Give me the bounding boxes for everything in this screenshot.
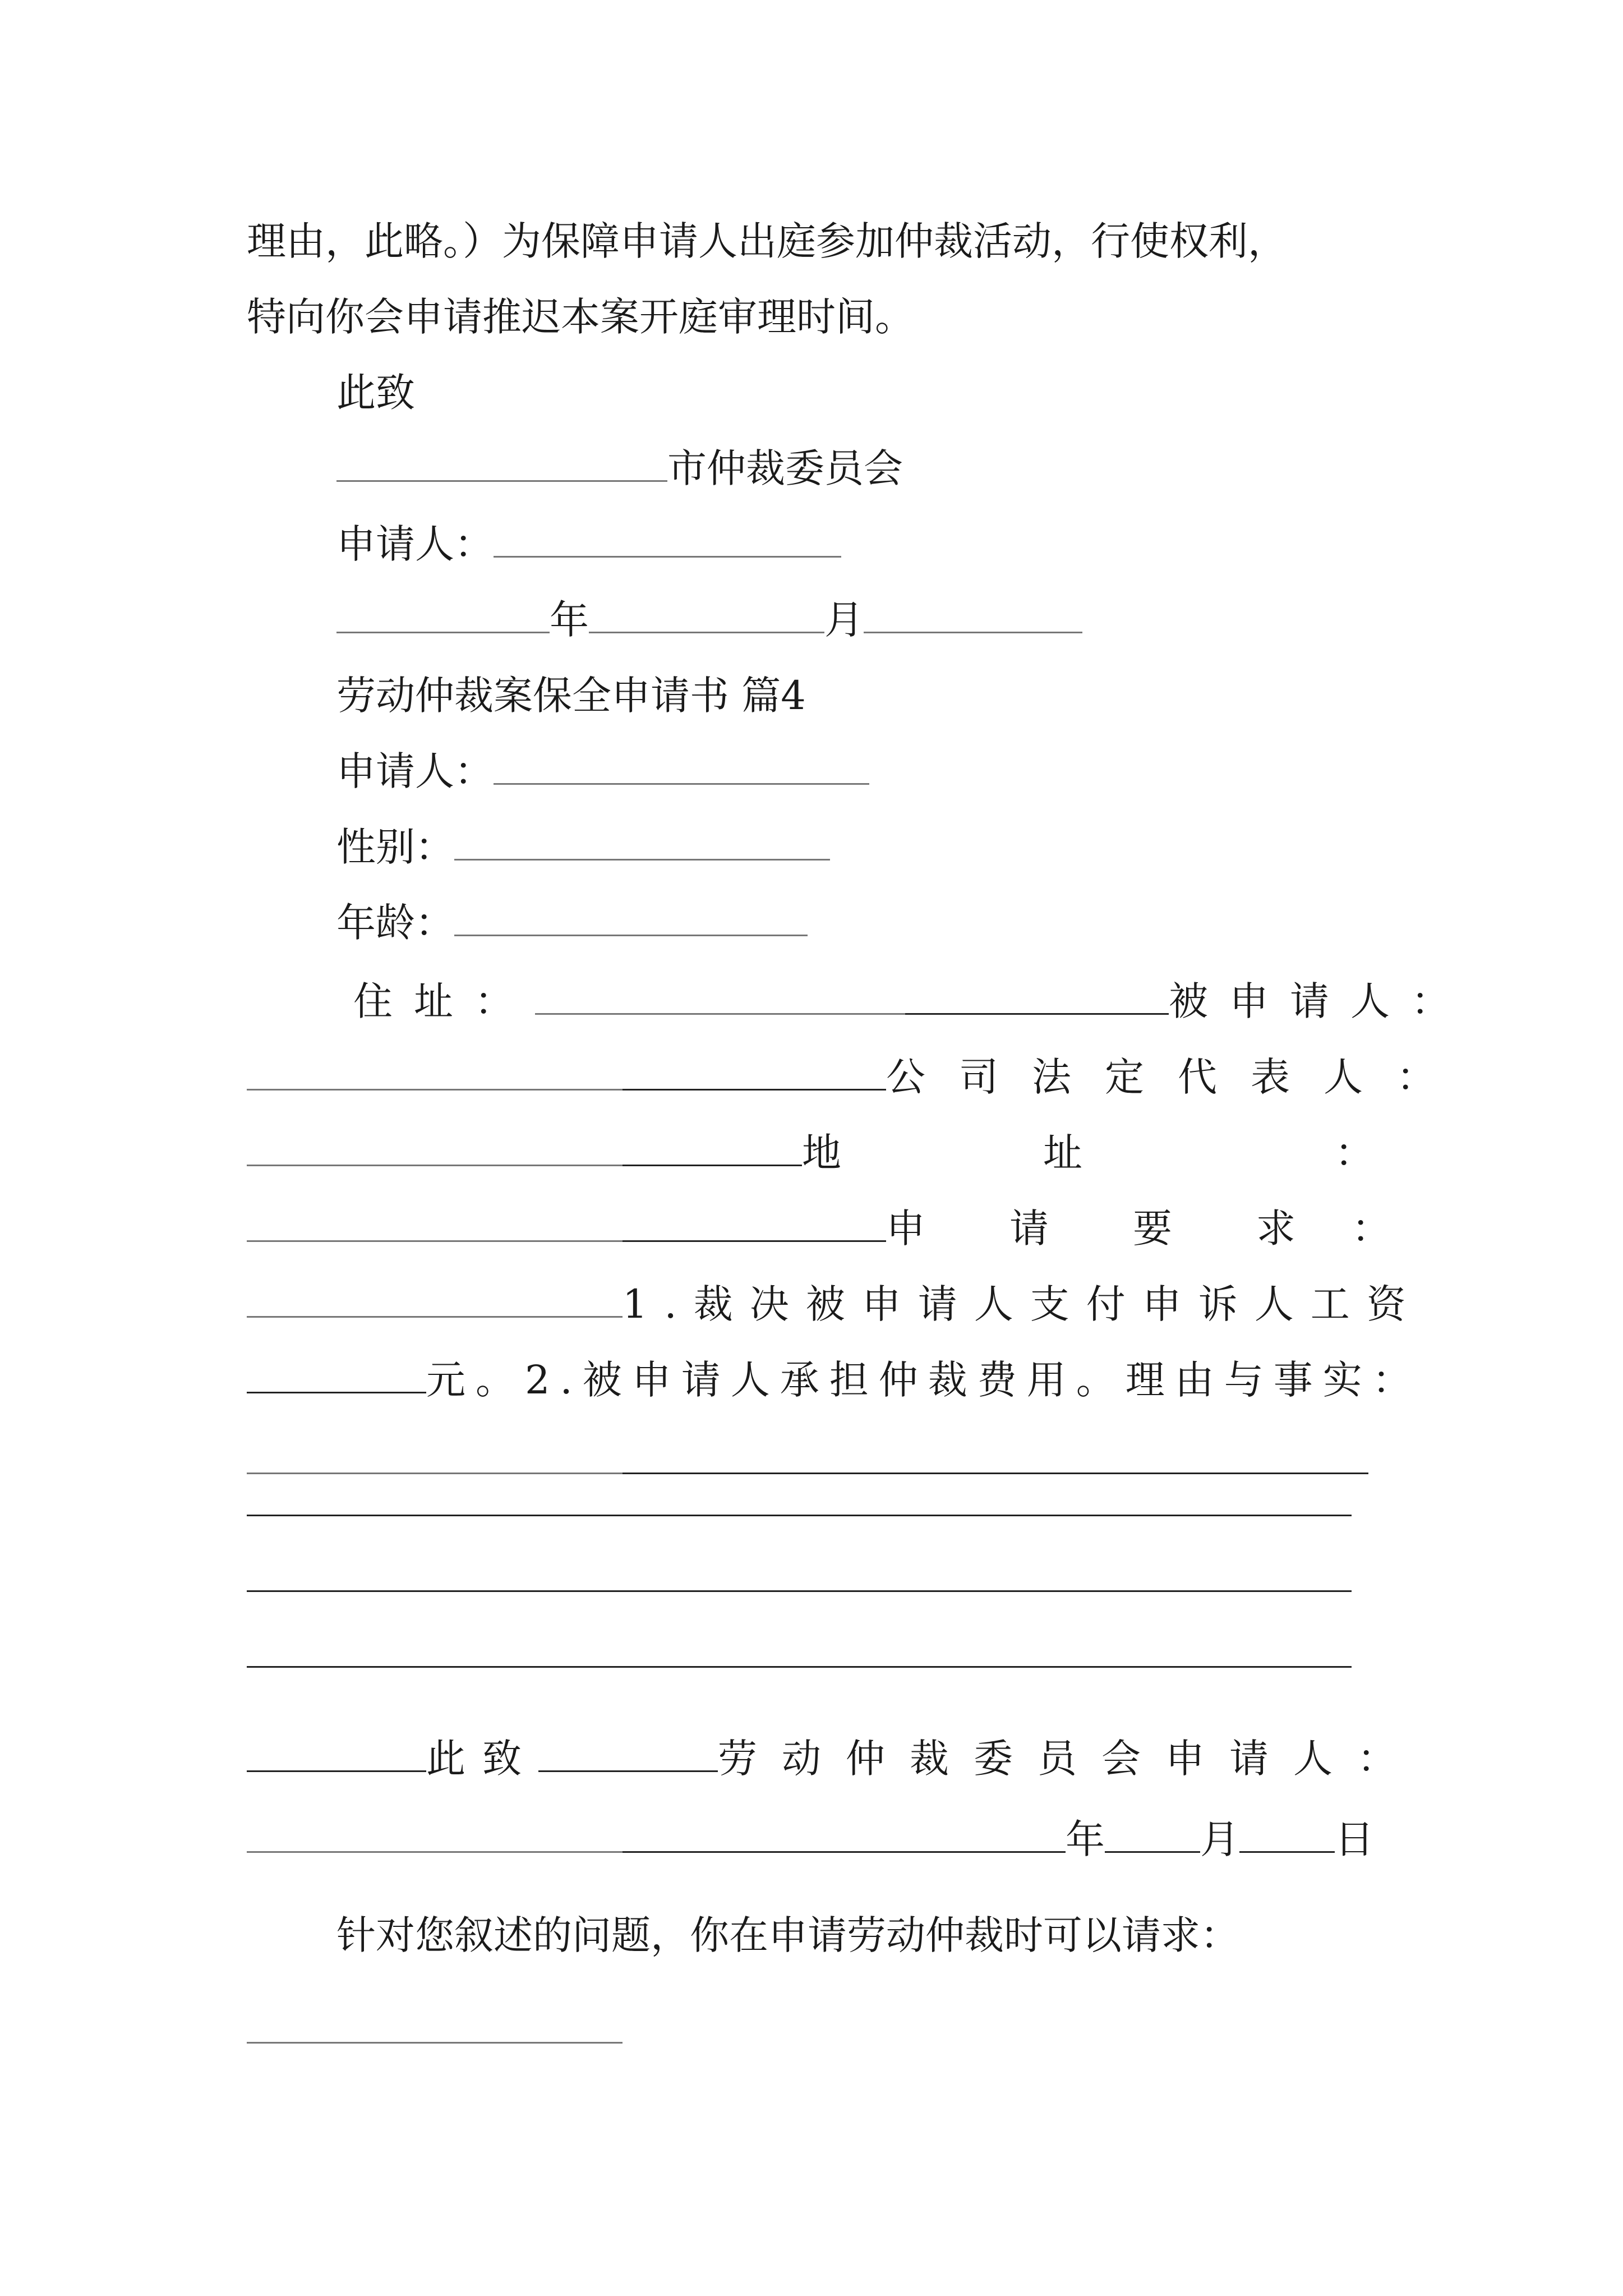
salute-line	[247, 1731, 1421, 1787]
blank-field	[247, 1428, 623, 1474]
blank-field	[247, 1806, 623, 1853]
section-heading: 劳动仲裁案保全申请书 篇4	[336, 673, 806, 719]
field-label: 住址：	[353, 978, 535, 1024]
date-unit: 月	[1200, 1816, 1239, 1862]
dash-line	[905, 988, 1169, 1015]
label-char: 要	[1133, 1205, 1172, 1251]
applicant-field	[336, 743, 1475, 799]
salutation: 此致	[336, 370, 415, 416]
blank-field	[247, 1055, 623, 1091]
date2-line	[247, 1806, 1385, 1867]
committee-line	[336, 440, 1475, 496]
date-unit: 年	[550, 597, 589, 643]
committee-name: 劳动仲裁委员会申请人：	[718, 1736, 1421, 1782]
blank-field	[864, 598, 1082, 633]
label-char: 地	[802, 1130, 841, 1176]
blank-field	[247, 1207, 623, 1242]
applicant-line	[336, 516, 1475, 572]
label-char: ：	[1352, 1205, 1391, 1251]
dash-line	[247, 1746, 426, 1772]
field-label: 申请人：	[336, 748, 494, 794]
blank-field	[247, 1131, 623, 1166]
blank-field	[494, 749, 869, 785]
dash-line	[1239, 1826, 1335, 1853]
label-char: ：	[1335, 1130, 1374, 1176]
item2-line	[247, 1352, 1422, 1408]
dash-line	[247, 1590, 1352, 1592]
salutation: 此致	[426, 1736, 538, 1782]
field-label: 申请人：	[336, 521, 494, 567]
label-char: 申	[886, 1205, 925, 1251]
blank-field	[336, 598, 550, 633]
blank-field	[535, 979, 905, 1015]
field-label: 性别：	[336, 824, 454, 870]
facts-line	[247, 1428, 1385, 1489]
legal-rep-line	[247, 1049, 1469, 1105]
address2-line	[247, 1125, 1385, 1181]
dash-line	[247, 1367, 426, 1393]
label-char: 请	[1009, 1205, 1049, 1251]
blank-field	[247, 1282, 623, 1318]
blank-field	[247, 2042, 623, 2044]
dash-line	[623, 1448, 1368, 1474]
field-label: 年龄：	[336, 900, 454, 946]
blank-field	[494, 522, 841, 558]
dash-line	[247, 1666, 1352, 1668]
date-unit: 月	[824, 597, 864, 643]
date-unit: 年	[1066, 1816, 1105, 1862]
date-line	[336, 592, 1475, 648]
address-line	[353, 973, 1492, 1029]
field-label: 被申请人：	[1169, 978, 1472, 1024]
blank-field	[336, 447, 667, 482]
age-field	[336, 895, 1475, 951]
paragraph-line: 理由，此略。）为保障申请人出庭参加仲裁活动，行使权利，	[247, 218, 1287, 264]
dash-line	[623, 1140, 802, 1166]
gender-field	[336, 819, 1475, 875]
paragraph-line: 特向你会申请推迟本案开庭审理时间。	[247, 294, 914, 340]
request-item: 1.裁决被申请人支付申诉人工资	[623, 1281, 1423, 1327]
field-label: 公司法定代表人：	[886, 1054, 1469, 1100]
request-item: 元。2.被申请人承担仲裁费用。理由与事实：	[426, 1357, 1422, 1403]
dash-line	[1105, 1826, 1200, 1853]
committee-name: 市仲裁委员会	[667, 445, 903, 491]
dash-line	[247, 1515, 1352, 1516]
label-char: 址	[1043, 1130, 1082, 1176]
dash-line	[623, 1826, 1066, 1853]
blank-field	[454, 901, 808, 936]
label-char: 求	[1256, 1205, 1295, 1251]
date-unit: 日	[1335, 1816, 1374, 1862]
dash-line	[538, 1746, 718, 1772]
closing-paragraph: 针对您叙述的问题，你在申请劳动仲裁时可以请求：	[336, 1912, 1239, 1958]
blank-field	[454, 825, 830, 861]
blank-field	[589, 598, 824, 633]
request-line	[247, 1200, 1391, 1257]
dash-line	[623, 1216, 886, 1242]
dash-line	[623, 1064, 886, 1091]
item1-line	[247, 1276, 1423, 1332]
